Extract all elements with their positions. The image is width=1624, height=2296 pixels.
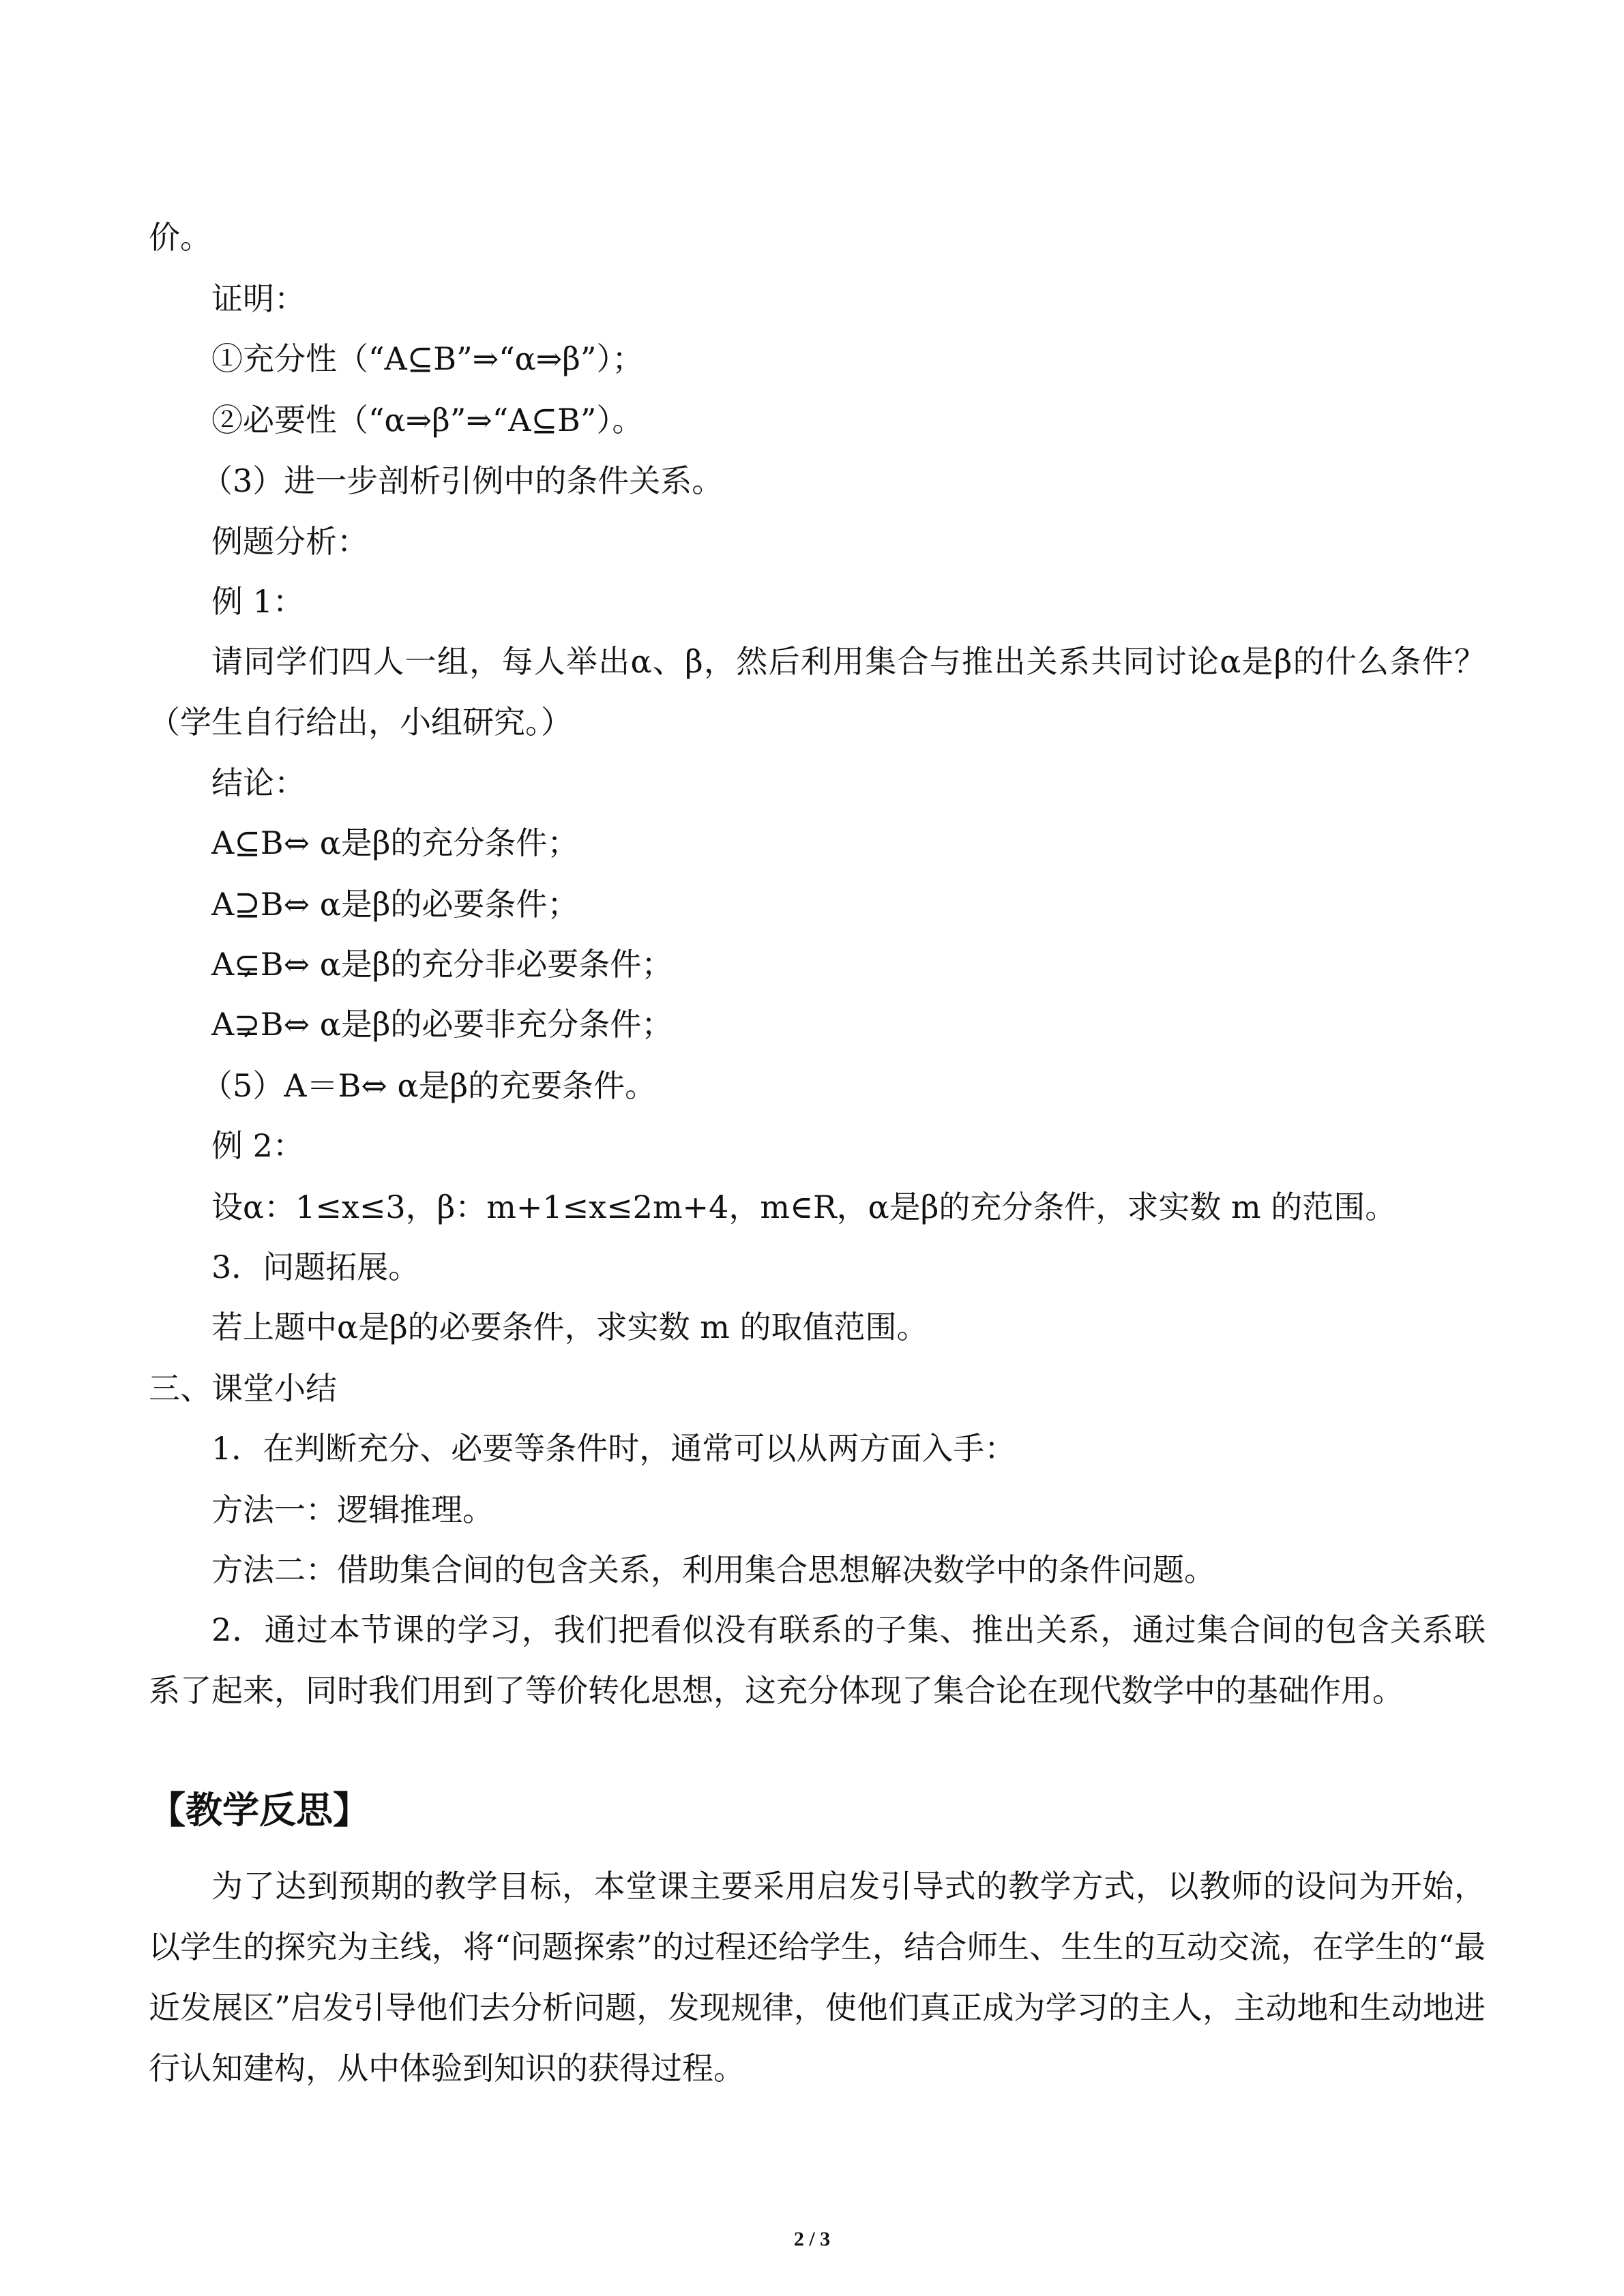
- necessity-line: ②必要性（“α⇒β”⇒“A⊆B”）。: [211, 402, 644, 438]
- method-2: 方法二：借助集合间的包含关系，利用集合思想解决数学中的条件问题。: [211, 1551, 1215, 1588]
- summary-point-2: 2．通过本节课的学习，我们把看似没有联系的子集、推出关系，通过集合间的包含关系联系了起来，同时我们用到了等价转化思想，这充分体现了集合论在现代数学中的基础作用。: [149, 1611, 1486, 1709]
- example-analysis-label: 例题分析：: [211, 523, 368, 560]
- example2-text: 设α：1≤x≤3，β：m+1≤x≤2m+4，m∈R，α是β的充分条件，求实数 m 的范围。: [211, 1189, 1397, 1225]
- method-1: 方法一：逻辑推理。: [211, 1491, 494, 1528]
- conclusion-line: A⊇B⇔ α是β的必要条件；: [211, 886, 579, 923]
- extension-text: 若上题中α是β的必要条件，求实数 m 的取值范围。: [211, 1309, 928, 1345]
- extension-label: 3．问题拓展。: [211, 1249, 420, 1285]
- sufficiency-line: ①充分性（“A⊆B”⇒“α⇒β”）；: [211, 340, 644, 377]
- continuation-text: 价。: [149, 219, 211, 256]
- conclusion-line: A⊆B⇔ α是β的充分条件；: [211, 824, 579, 861]
- conclusion-line: A⊊B⇔ α是β的充分非必要条件；: [211, 946, 673, 983]
- conclusion-line: A⊋B⇔ α是β的必要非充分条件；: [211, 1006, 673, 1043]
- conclusion-label: 结论：: [211, 764, 306, 801]
- page-number: 2 / 3: [793, 2228, 831, 2250]
- step3-line: （3）进一步剖析引例中的条件关系。: [201, 462, 724, 499]
- summary-heading: 三、课堂小结: [149, 1370, 337, 1407]
- reflection-text: 为了达到预期的教学目标，本堂课主要采用启发引导式的教学方式，以教师的设问为开始，以学生的探究为主线，将“问题探索”的过程还给学生，结合师生、生生的互动交流，在学生的“最近发展区”启发引导他们去分析问题，发现规律，使他们真正成为学习的主人，主动地和生动地进行认知建构，从中体验到知识的获得过程。: [149, 1868, 1486, 2087]
- proof-label: 证明：: [211, 280, 306, 317]
- example2-label: 例 2：: [211, 1127, 304, 1164]
- example1-label: 例 1：: [211, 583, 304, 620]
- example1-text: 请同学们四人一组，每人举出α、β，然后利用集合与推出关系共同讨论α是β的什么条件？（学生自行给出，小组研究。）: [149, 643, 1486, 741]
- conclusion-line: （5）A＝B⇔ α是β的充要条件。: [201, 1067, 657, 1104]
- summary-point-1: 1．在判断充分、必要等条件时，通常可以从两方面入手：: [211, 1430, 1016, 1467]
- reflection-heading: 【教学反思】: [149, 1789, 370, 1832]
